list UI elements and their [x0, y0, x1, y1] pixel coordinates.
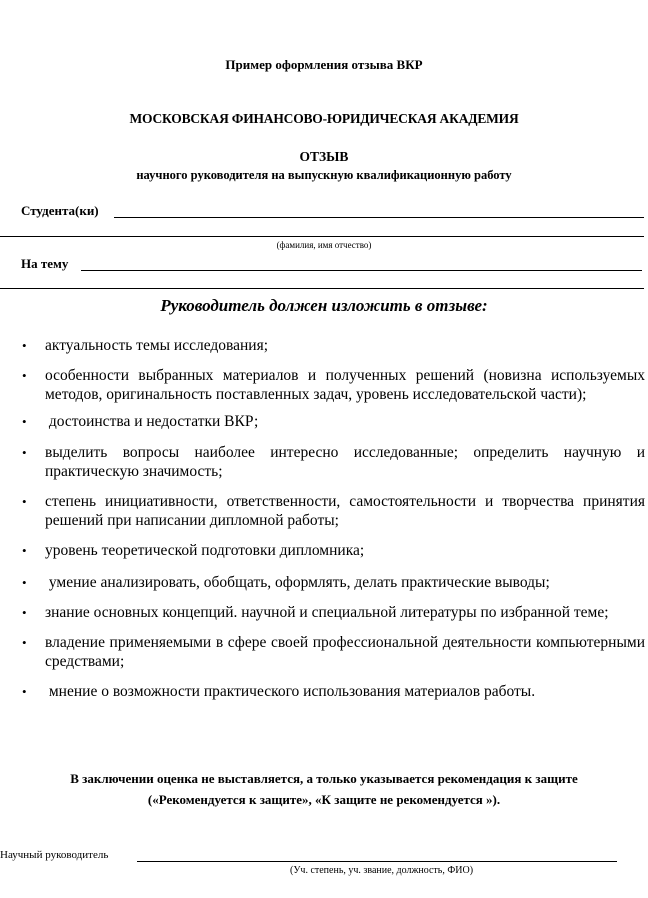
bullet-icon: • [22, 445, 27, 460]
conclusion-line-2: («Рекомендуется к защите», «К защите не рекомендуется »). [147, 792, 501, 807]
list-item [0, 603, 648, 622]
list-item-text: владение применяемыми в сфере своей профессиональной деятельности компьютерными средствами; [45, 634, 645, 670]
list-item [0, 336, 648, 355]
fio-hint: (фамилия, имя отчество) [276, 240, 372, 250]
student-second-line[interactable] [0, 236, 644, 237]
list-item [0, 633, 648, 671]
document-title: ОТЗЫВ [299, 149, 349, 164]
supervisor-label: Научный руководитель [0, 849, 109, 861]
list-item-text: умение анализировать, обобщать, оформлять, делать практические выводы; [45, 574, 550, 591]
section-heading: Руководитель должен изложить в отзыве: [160, 296, 488, 315]
bullet-icon: • [22, 338, 27, 353]
bullet-icon: • [22, 605, 27, 620]
list-item-text: уровень теоретической подготовки дипломника; [45, 542, 365, 559]
example-title: Пример оформления отзыва ВКР [225, 57, 423, 72]
bullet-icon: • [22, 414, 27, 429]
document-subtitle: научного руководителя на выпускную квалификационную работу [136, 168, 512, 182]
list-item [0, 492, 648, 530]
list-item [0, 573, 648, 592]
bullet-icon: • [22, 494, 27, 509]
student-name-line[interactable] [114, 217, 644, 218]
requirements-list [0, 336, 648, 701]
conclusion-line-1: В заключении оценка не выставляется, а только указывается рекомендация к защите [70, 771, 578, 786]
list-item-text: выделить вопросы наиболее интересно исследованные; определить научную и практическую значимость; [45, 444, 645, 480]
list-item-text: достоинства и недостатки ВКР; [45, 413, 259, 430]
list-item-text: актуальность темы исследования; [45, 337, 269, 354]
list-item-text: мнение о возможности практического использования материалов работы. [45, 683, 536, 700]
list-item [0, 443, 648, 481]
supervisor-hint: (Уч. степень, уч. звание, должность, ФИО) [290, 865, 474, 876]
topic-line[interactable] [81, 270, 642, 271]
bullet-icon: • [22, 684, 27, 699]
topic-label: На тему [21, 256, 69, 271]
list-item [0, 541, 648, 560]
list-item [0, 682, 648, 701]
academy-name: МОСКОВСКАЯ ФИНАНСОВО-ЮРИДИЧЕСКАЯ АКАДЕМИЯ [129, 111, 519, 126]
bullet-icon: • [22, 543, 27, 558]
topic-second-line[interactable] [0, 288, 644, 289]
supervisor-signature-line[interactable] [137, 861, 617, 862]
bullet-icon: • [22, 575, 27, 590]
list-item-text: знание основных концепций. научной и специальной литературы по избранной теме; [45, 604, 609, 621]
list-item [0, 366, 648, 404]
student-label: Студента(ки) [21, 203, 99, 218]
list-item [0, 412, 648, 431]
bullet-icon: • [22, 635, 27, 650]
list-item-text: степень инициативности, ответственности, самостоятельности и творчества принятия решений при написании дипломной работы; [45, 493, 645, 529]
bullet-icon: • [22, 368, 27, 383]
list-item-text: особенности выбранных материалов и полученных решений (новизна используемых методов, оригинальность поставленных задач, уровень исследовательской части); [45, 367, 645, 403]
